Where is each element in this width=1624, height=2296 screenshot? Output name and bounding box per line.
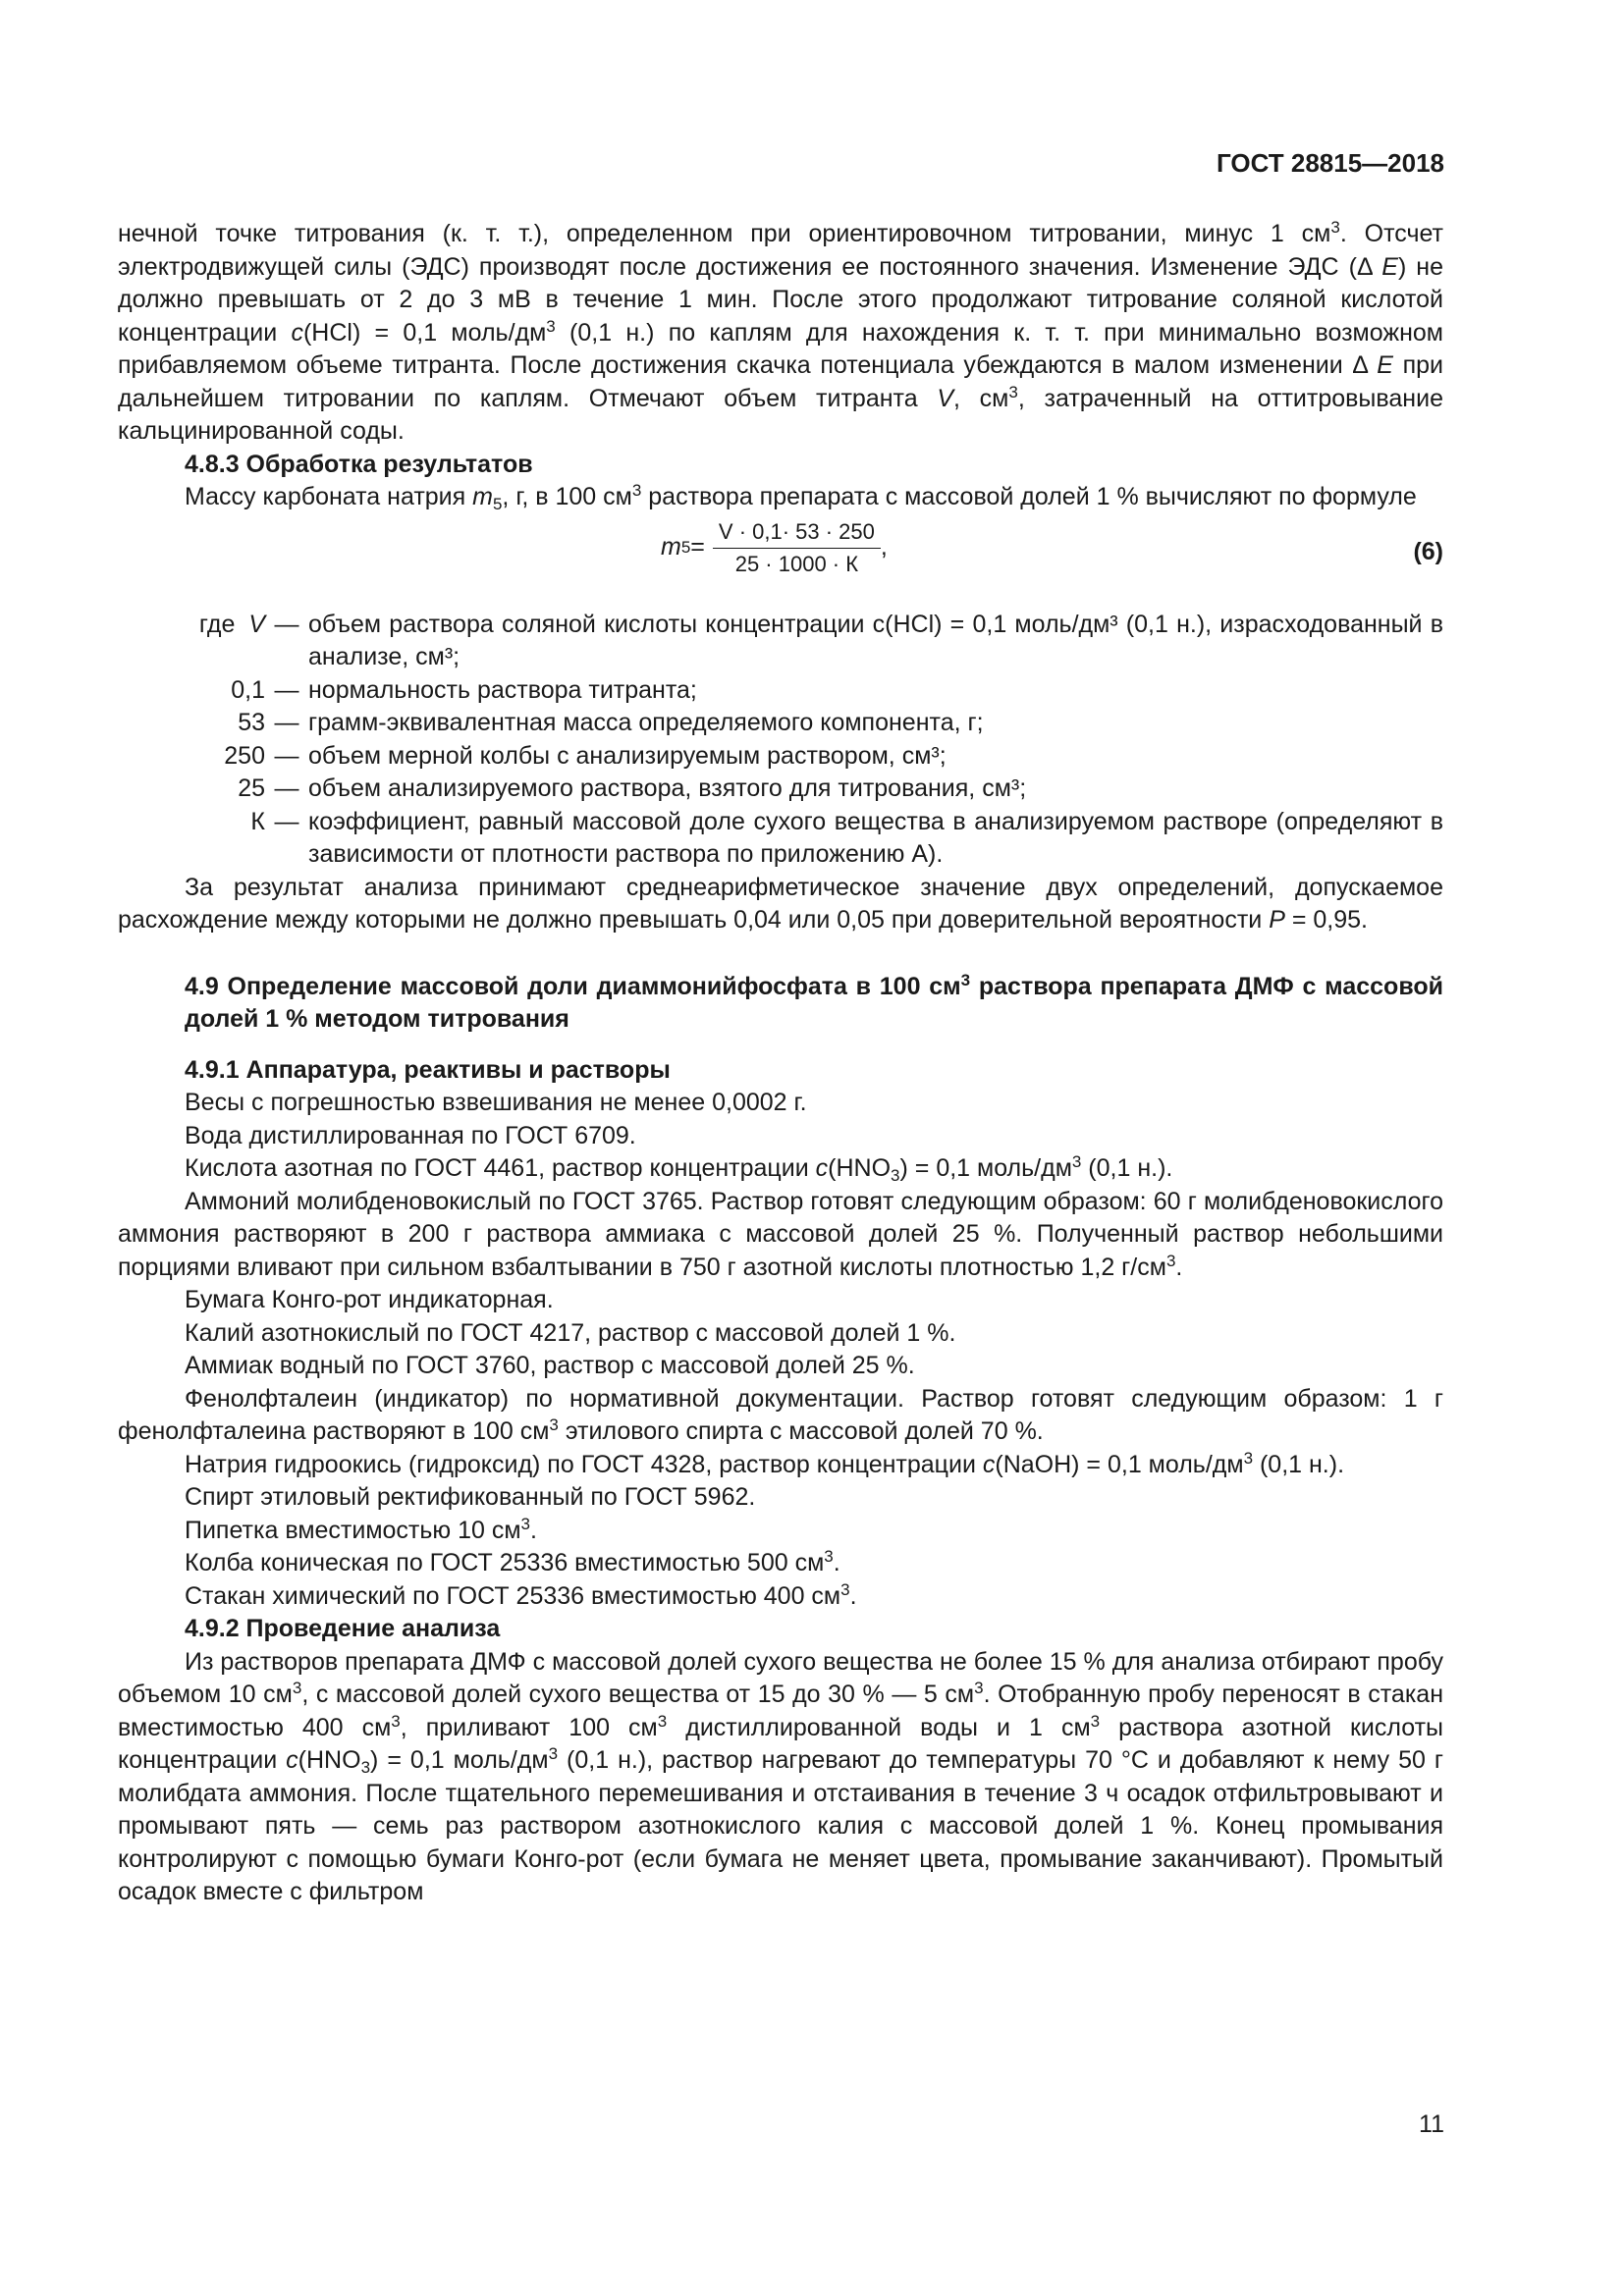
- reagent-line: Спирт этиловый ректификованный по ГОСТ 5962.: [185, 1483, 756, 1511]
- paragraph-mass-calc: Массу карбоната натрия $m_5$, г, в 100 $см^3$ раствора препарата с массовой долей 1 % вычисляют по формуле: [185, 481, 1417, 513]
- section-heading-4-9-1: 4.9.1 Аппаратура, реактивы и растворы: [185, 1055, 671, 1084]
- formula-denominator: 25 · 1000 · К: [734, 551, 859, 576]
- where-text: объем мерной колбы с анализируемым раствором, см³;: [308, 741, 947, 770]
- page-number: 11: [1419, 2110, 1444, 2138]
- reagent-line: Вода дистиллированная по ГОСТ 6709.: [185, 1121, 636, 1149]
- formula-number: (6): [1413, 537, 1443, 565]
- where-text: грамм-эквивалентная масса определяемого компонента, г;: [308, 709, 984, 736]
- reagent-line: Аммиак водный по ГОСТ 3760, раствор с массовой долей 25 %.: [185, 1352, 915, 1379]
- where-symbol: 53: [238, 709, 265, 736]
- where-symbol: К: [250, 807, 265, 835]
- reagent-line: Пипетка вместимостью 10 $см^3$.: [185, 1514, 537, 1544]
- where-item: где V — объем раствора соляной кислоты концентрации с(HCl) = 0,1 моль/дм³ (0,1 н.), израсходованный в анализе, см³;: [118, 609, 1443, 674]
- where-symbol: 25: [238, 774, 265, 802]
- reagent-line: Стакан химический по ГОСТ 25336 вместимостью 400 $см^3$.: [185, 1579, 857, 1610]
- where-text: нормальность раствора титранта;: [308, 675, 697, 704]
- where-item: 53 — грамм-эквивалентная масса определяемого компонента, г;: [118, 707, 1443, 740]
- reagent-line: Весы с погрешностью взвешивания не менее 0,0002 г.: [185, 1089, 807, 1116]
- section-heading-4-9: 4.9 Определение массовой доли диаммонийфосфата в 100 $см^3$ раствора препарата ДМФ с массовой долей 1 % методом титрования: [185, 970, 1444, 1033]
- page-content: [118, 218, 1443, 1909]
- reagent-line: Калий азотнокислый по ГОСТ 4217, раствор с массовой долей 1 %.: [185, 1318, 956, 1347]
- formula-equals: =: [690, 533, 705, 561]
- where-text: объем анализируемого раствора, взятого для титрования, см³;: [308, 774, 1027, 802]
- section-heading-4-9-2: 4.9.2 Проведение анализа: [185, 1615, 501, 1642]
- where-item: 250 — объем мерной колбы с анализируемым раствором, см³;: [118, 740, 1443, 774]
- result-paragraph: За результат анализа принимают среднеарифметическое значение двух определений, допускаемое расхождение между которыми не должно превышать 0,04 или 0,05 при доверительной вероятности P = 0,95.: [118, 873, 1443, 934]
- reagent-line: Аммоний молибденовокислый по ГОСТ 3765. Раствор готовят следующим образом: 60 г молибденовокислого аммония растворяют в 200 г раствора аммиака с массовой долей 25 %. Полученный раствор небольшими порциями вливают при сильном взбалтывании в 750 г азотной кислоты плотностью 1,2 $г/см^3$.: [118, 1187, 1443, 1281]
- where-list: [118, 609, 1443, 872]
- intro-paragraph: нечной точке титрования (к. т. т.), определенном при ориентировочном титровании, минус 1 $см^3$. Отсчет электродвижущей силы (ЭДС) производят после достижения ее постоянного значения. Изменение ЭДС (Δ E) не должно превышать от 2 до 3 мВ в течение 1 мин. После этого продолжают титрование соляной кислотой концентрации с(HCl) = 0,1 моль/$дм^3$ (0,1 н.) по каплям для нахождения к. т. т. при минимально возможном прибавляемом объеме титранта. После достижения скачка потенциала убеждаются в малом изменении Δ E при дальнейшем титровании по каплям. Отмечают объем титранта V, $см^3$, затраченный на оттитровывание кальцинированной соды.: [118, 218, 1444, 445]
- where-text: коэффициент, равный массовой доле сухого вещества в анализируемом растворе (определяют в зависимости от плотности раствора по приложению А).: [308, 807, 1443, 868]
- where-text: объем раствора соляной кислоты концентрации с(HCl) = 0,1 моль/дм³ (0,1 н.), израсходованный в анализе, см³;: [308, 610, 1443, 670]
- formula-body: m 5 = $\frac{V \cdot 0,1\cdot 53 \cdot 250}{25 \cdot 1000 \cdot К}$ ,: [661, 518, 888, 576]
- analysis-paragraph: Из растворов препарата ДМФ с массовой долей сухого вещества не более 15 % для анализа отбирают пробу объемом 10 $см^3$, с массовой долей сухого вещества от 15 до 30 % — 5 $см^3$. Отобранную пробу переносят в стакан вместимостью 400 $см^3$, приливают 100 $см^3$ дистиллированной воды и 1 $см^3$ раствора азотной кислоты концентрации $с(HNO_3) = 0,1$ моль/$дм^3$ (0,1 н.), раствор нагревают до температуры 70 °С и добавляют к нему 50 г молибдата аммония. После тщательного перемешивания и отстаивания в течение 3 ч осадок отфильтровывают и промывают пять — семь раз раствором азотнокислого калия с массовой долей 1 %. Конец промывания контролируют с помощью бумаги Конго-рот (если бумага не меняет цвета, промывание заканчивают). Промытый осадок вместе с фильтром: [118, 1647, 1444, 1905]
- section-heading-4-8-3: 4.8.3 Обработка результатов: [185, 450, 533, 478]
- where-item: 0,1 — нормальность раствора титранта;: [118, 674, 1443, 708]
- where-symbol: где V: [198, 610, 265, 638]
- formula-variable: m: [661, 533, 681, 561]
- reagent-line: Натрия гидроокись (гидроксид) по ГОСТ 4328, раствор концентрации с(NaOH) = 0,1 моль/$дм^3$ (0,1 н.).: [185, 1448, 1345, 1478]
- where-item: К — коэффициент, равный массовой доле сухого вещества в анализируемом растворе (определяют в зависимости от плотности раствора по приложению А).: [118, 806, 1443, 872]
- where-item: 25 — объем анализируемого раствора, взятого для титрования, см³;: [118, 773, 1443, 806]
- document-id: ГОСТ 28815—2018: [1217, 148, 1444, 178]
- reagent-line: Бумага Конго-рот индикаторная.: [185, 1286, 554, 1313]
- formula-fraction: [713, 518, 881, 578]
- formula-6: [118, 514, 1443, 609]
- reagent-line: Колба коническая по ГОСТ 25336 вместимостью 500 $см^3$.: [185, 1547, 840, 1576]
- reagent-line: Фенолфталеин (индикатор) по нормативной документации. Раствор готовят следующим образом: 1 г фенолфталеина растворяют в 100 $см^3$ этилового спирта с массовой долей 70 %.: [118, 1384, 1443, 1445]
- where-symbol: 250: [224, 741, 265, 770]
- where-symbol: 0,1: [231, 675, 265, 704]
- formula-numerator: V · 0,1· 53 · 250: [713, 518, 881, 549]
- reagent-line: Кислота азотная по ГОСТ 4461, раствор концентрации $с(HNO_3) = 0,1$ моль/$дм^3$ (0,1 н.).: [185, 1152, 1173, 1185]
